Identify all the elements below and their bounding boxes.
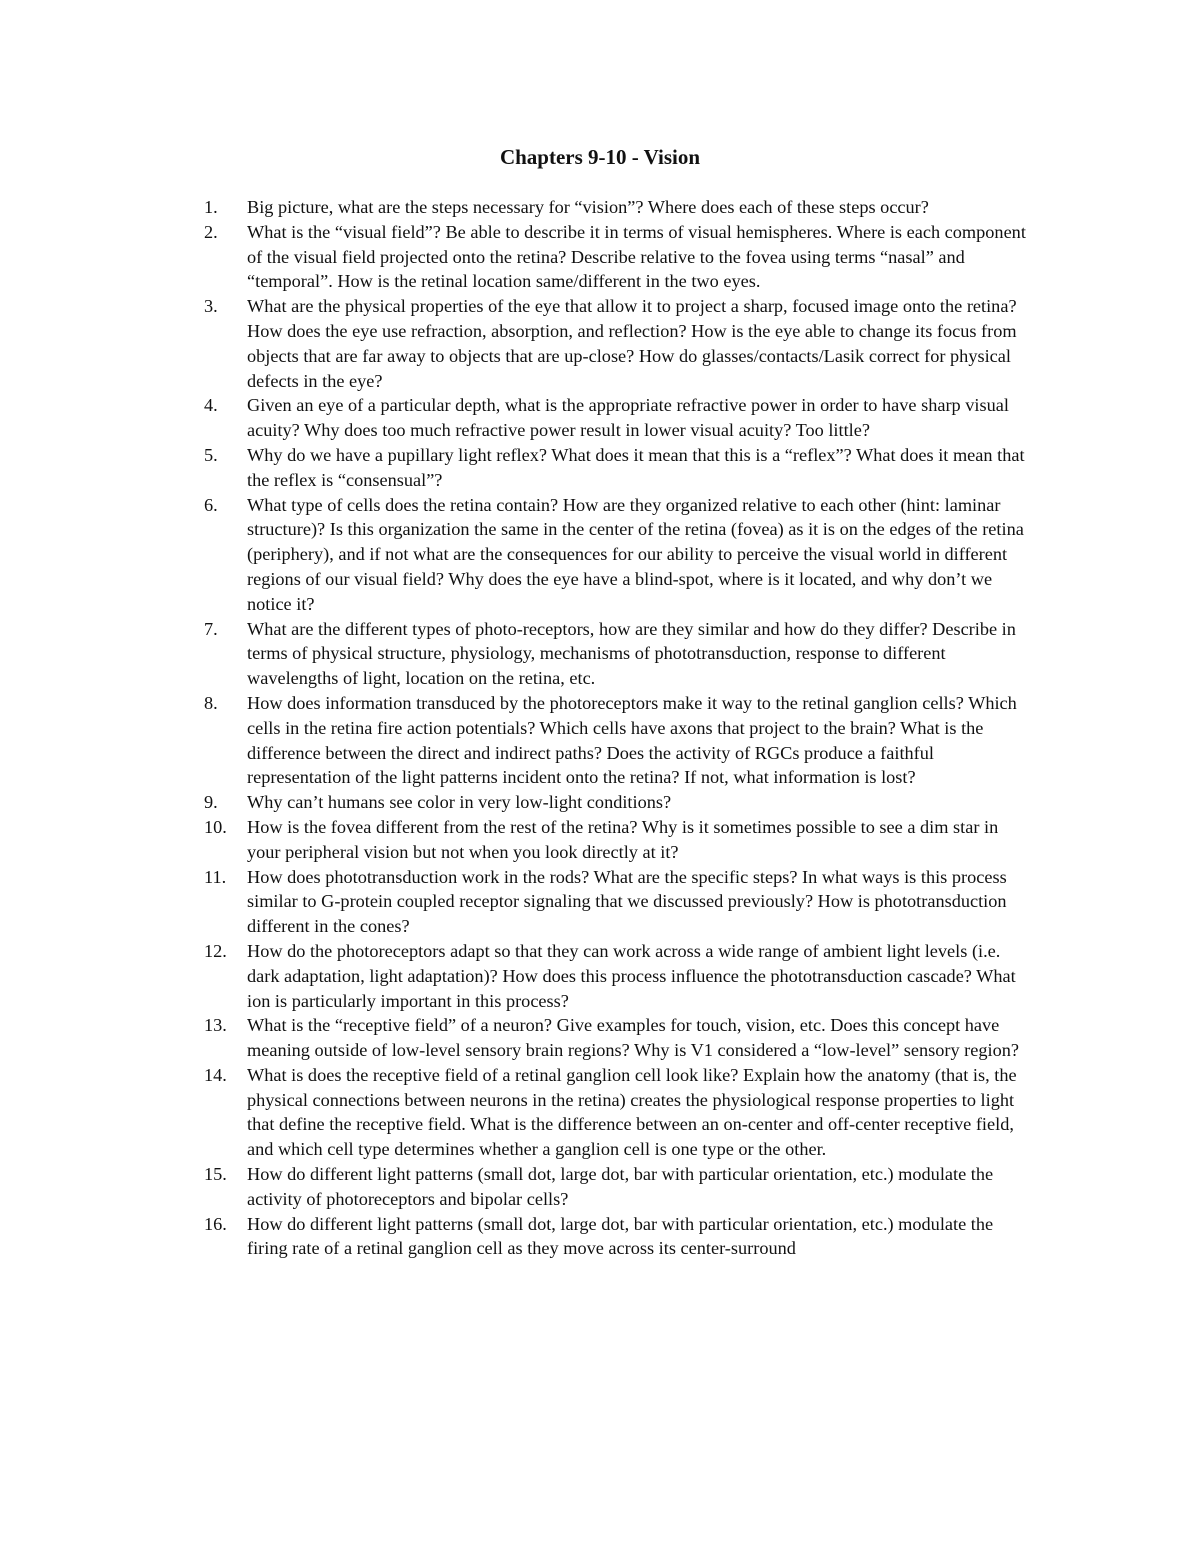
question-text: How does phototransduction work in the rods? What are the specific steps? In what ways is this process similar to G-protein coupled receptor signaling that we discussed previously? How is phototransduction different in the cones? [247,866,1007,937]
question-text: How is the fovea different from the rest of the retina? Why is it sometimes possible to see a dim star in your peripheral vision but not when you look directly at it? [247,816,999,862]
question-item [204,1212,1034,1262]
question-number: 13. [204,1015,227,1036]
question-number: 15. [204,1164,227,1185]
question-number: 14. [204,1064,227,1085]
question-text: Why do we have a pupillary light reflex? What does it mean that this is a “reflex”? What does it mean that the reflex is “consensual”? [247,444,1025,490]
question-text: How do the photoreceptors adapt so that they can work across a wide range of ambient light levels (i.e. dark adaptation, light adaptation)? How does this process influence the phototransduction cascade? What ion is particularly important in this process? [247,940,1016,1011]
question-text: What is does the receptive field of a retinal ganglion cell look like? Explain how the anatomy (that is, the physical connections between neurons in the retina) creates the physiological response properties to light that define the receptive field. What is the difference between an on-center and off-center receptive field, and which cell type determines whether a ganglion cell is one type or the other. [247,1064,1017,1160]
question-text: What are the different types of photo-receptors, how are they similar and how do they differ? Describe in terms of physical structure, physiology, mechanisms of phototransduction, response to different wavelengths of light, location on the retina, etc. [247,618,1016,689]
question-number: 7. [204,618,218,639]
question-number: 2. [204,221,218,242]
question-number: 6. [204,494,218,515]
question-item [204,393,1034,443]
question-list [204,195,1034,1261]
question-item [204,865,1034,939]
question-item [204,443,1034,493]
question-item [204,1013,1034,1063]
question-item [204,939,1034,1013]
question-text: How do different light patterns (small dot, large dot, bar with particular orientation, etc.) modulate the activity of photoreceptors and bipolar cells? [247,1164,994,1209]
question-text: Given an eye of a particular depth, what is the appropriate refractive power in order to have sharp visual acuity? Why does too much refractive power result in lower visual acuity? Too little? [247,395,1009,441]
question-number: 12. [204,940,227,961]
question-item [204,294,1034,393]
question-number: 3. [204,296,218,317]
page-title: Chapters 9-10 - Vision [499,145,701,169]
question-number: 4. [204,395,218,416]
question-number: 8. [204,692,218,713]
question-text: What are the physical properties of the eye that allow it to project a sharp, focused image onto the retina? How does the eye use refraction, absorption, and reflection? How is the eye able to change its focus from objects that are far away to objects that are up-close? How do glasses/contacts/Lasik correct for physical defects in the eye? [247,296,1017,391]
question-item [204,790,1034,815]
question-text: How does information transduced by the photoreceptors make it way to the retinal ganglion cells? Which cells in the retina fire action potentials? Which cells have axons that project to the brain? What is the difference between the direct and indirect paths? Does the activity of RGCs produce a faithful representation of the light patterns incident onto the retina? If not, what information is lost? [247,692,1017,788]
question-item [204,1063,1034,1162]
question-text: Why can’t humans see color in very low-light conditions? [247,792,672,813]
question-text: What is the “visual field”? Be able to describe it in terms of visual hemispheres. Where is each component of the visual field projected onto the retina? Describe relative to the fovea using terms “nasal” and “temporal”. How is the retinal location same/different in the two eyes. [247,221,1026,292]
question-item [204,493,1034,617]
question-item [204,1162,1034,1212]
question-item [204,815,1034,865]
question-number: 11. [204,866,227,887]
question-number: 16. [204,1213,227,1234]
question-item [204,220,1034,294]
question-text: What type of cells does the retina contain? How are they organized relative to each other (hint: laminar structure)? Is this organization the same in the center of the retina (fovea) as it is on the edges of the retina (periphery), and if not what are the consequences for our ability to perceive the visual world in different regions of our visual field? Why does the eye have a blind-spot, where is it located, and why don’t we notice it? [247,494,1024,614]
question-text: Big picture, what are the steps necessary for “vision”? Where does each of these steps occur? [247,197,929,217]
question-number: 1. [204,197,218,217]
question-item [204,195,1034,220]
question-text: What is the “receptive field” of a neuron? Give examples for touch, vision, etc. Does this concept have meaning outside of low-level sensory brain regions? Why is V1 considered a “low-level” sensory region? [247,1015,1019,1061]
question-number: 5. [204,444,218,465]
question-number: 9. [204,792,218,813]
question-item [204,691,1034,790]
question-text: How do different light patterns (small dot, large dot, bar with particular orientation, etc.) modulate the firing rate of a retinal ganglion cell as they move across its center-surround [247,1213,994,1259]
question-item [204,617,1034,691]
question-number: 10. [204,816,227,837]
